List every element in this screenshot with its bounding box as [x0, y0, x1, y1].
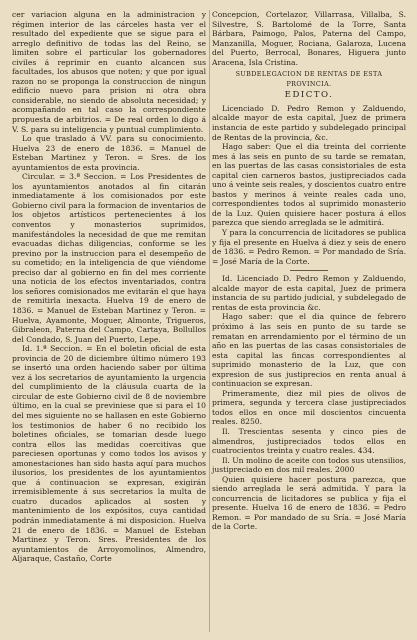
- item-oil-mill-text: Il. Un molino de aceite con todos sus utensilios, justipreciado en dos mil reales.: [212, 455, 406, 475]
- paragraph-transfer: Lo que traslado á VV. para su conocimiento. Huelva 23 de enero de 1836. = Manuel de Esteban Martinez y Teron. = Sres. de los ayuntamientos de esta provincia.: [12, 134, 206, 172]
- item-almond-trees-text: Il. Trescientas sesenta y cinco pies de almendros, justipreciados todos ellos en cuatrocientos treinta y cuatro reales.: [212, 426, 406, 456]
- item-olive-trees: [212, 389, 406, 427]
- item-oil-mill: [212, 456, 406, 475]
- column-divider: [209, 10, 210, 632]
- paragraph-second-edict-intro: Id. Licenciado D. Pedro Remon y Zalduendo, alcalde mayor de esta capital, Juez de primera instancia de su partido judicial, y subdelegado de rentas de esta provincia &c.: [212, 274, 406, 312]
- item-almond-trees-amount: 434.: [357, 446, 375, 456]
- edict-title: EDICTO.: [284, 90, 334, 101]
- paragraph-second-edict-notice: Hago saber: que el dia quince de febrero próximo á las seis en punto de su tarde se rematan en arrendamiento por el término de un año en las puertas de las casas consistoriales de esta capital las fincas correspondientes al suprimido monasterio de la Luz, que con expresion de sus justiprecios en renta anual á continuacion se expresan.: [212, 312, 406, 389]
- item-oil-mill-amount: 2000: [334, 465, 355, 475]
- paragraph-edict-publication: Y para la concurrencia de licitadores se publica y fija el presente en Huelva á diez y seis de enero de 1836. = Pedro Remon. = Por mandado de Sría. = José María de la Corte.: [212, 228, 406, 266]
- paragraph-towns-list: Concepcion, Cortelazor, Villarrasa, Villalba, S. Silvestre, S. Bartolomé de la Torre, Santa Bárbara, Paimogo, Palos, Paterna del Campo, Manzanilla, Moguer, Rociana, Galaroza, Lucena del Puerto, Berrocal, Bonares, Higuera junto Aracena, Isla Cristina.: [212, 10, 406, 67]
- paragraph-bulletin-notice: Id. 1.ª Seccion. = En el boletin oficial de esta provincia de 20 de diciembre último número 193 se insertó una orden haciendo saber por última vez á los secretarios de ayuntamiento la urgencia del cumplimiento de la cláusula cuarta de la circular de este Gobierno civil de 8 de noviembre último, en la cual se previniese que si para el 10 del mes siguiente no se hallasen en este Gobierno los testimonios de haber 6 no recibido los boletines oficiales, se tomarian desde luego contra ellos las medidas coercitivas que pareciesen oportunas y como todos los avisos y amonestaciones han sido hasta aquí para muchos ilusorios, los presidentes de los ayuntamientos que á continuacion se expresan, exigirán irremisiblemente á sus secretarios la multa de cuatro ducados aplicados al sosten y mantenimiento de los expósitos, cuya cantidad podrán inmediatamente á mi disposicion. Huelva 21 de enero de 1836. = Manuel de Esteban Martinez y Teron. Sres. Presidentes de los ayuntamientos de Arroyomolinos, Almendro, Aljaraque, Castaño, Corte: [12, 344, 206, 564]
- item-olive-trees-text: Primeramente, diez mil pies de olivos de primera, segunda y tercera clase justipreciados todos ellos en once mil doscientos cincuenta reales.: [212, 388, 406, 427]
- paragraph-circular-inventories: Circular. = 3.ª Seccion. = Los Presidentes de los ayuntamientos anotados al fin citarán inmediatamente á los comisionados por este Gobierno civil para la formacion de inventarios de los objetos artísticos pertenecientes á los conventos y monasterios suprimidos, manifestándoles la necesidad de que me remitan evacuadas dichas diligencias, conforme se les previno por la instruccion para el desempeño de su cometido; en la inteligencia de que viéndome preciso dar al gobierno en fin del mes corriente una noticia de los efectos inventariados, contra los señores comisionados me evitarán el que haya de remitirla inexacta. Huelva 19 de enero de 1836. = Manuel de Esteban Martinez y Teron. = Huelva, Ayamonte, Moguer, Almonte, Trigueros, Gibraleon, Paterna del Campo, Cartaya, Bollullos del Condado, S. Juan del Puerto, Lepe.: [12, 172, 206, 344]
- left-column: [12, 10, 206, 564]
- paragraph-edict-intro: Licenciado D. Pedro Remon y Zalduendo, alcalde mayor de esta capital, Juez de primera instancia de este partido y subdelegado principal de Rentas de la provincia, &c.: [212, 103, 406, 142]
- section-subheading: SUBDELEGACION DE RENTAS DE ESTA PROVINCIA.: [235, 70, 383, 88]
- item-almond-trees: [212, 427, 406, 456]
- paragraph-edict-sheep: Hago saber: Que el dia treinta del corriente mes á las seis en punto de su tarde se rematan, en las puertas de las casas consistoriales de esta capital cien carneros bastos, justipreciados cada uno á veinte seis reales, y doscientos cuatro entre bastos y merinos á veinte reales cada uno, correspondientes todos al suprimido monasterio de la Luz. Quien quisiere hacer postura á ellos parezca que siendo arreglada se le admitirá.: [212, 142, 406, 228]
- separator-rule: [290, 270, 328, 271]
- item-olive-trees-amount: 8250.: [240, 417, 263, 427]
- paragraph-closing: Quien quisiere hacer postura parezca, que siendo arreglada le será admitida. Y para la concurrencia de licitadores se publica y fija el presente. Huelva 16 de enero de 1836. = Pedro Remon. = Por mandado de su Sría. = José María de la Corte.: [212, 474, 406, 532]
- right-column: [212, 10, 406, 532]
- paragraph-prisons: cer variacion alguna en la administracion y régimen interior de las cárceles hasta ver el resultado del expediente que se sigue para el arreglo definitivo de todas las del Reino, se limiten sobre el particular los gobernadores civiles á reprimir en cuanto alcancen sus facultades, los abusos que noten; y que por igual razon no se proponga la construccion de ningun edificio nuevo para prision ni otra obra considerable, no siendo de absoluta necesidad; y acompañando en tal caso la correspondiente propuesta de arbitrios. = De real orden lo digo á V. S. para su inteligencia y puntual cumplimiento.: [12, 10, 206, 134]
